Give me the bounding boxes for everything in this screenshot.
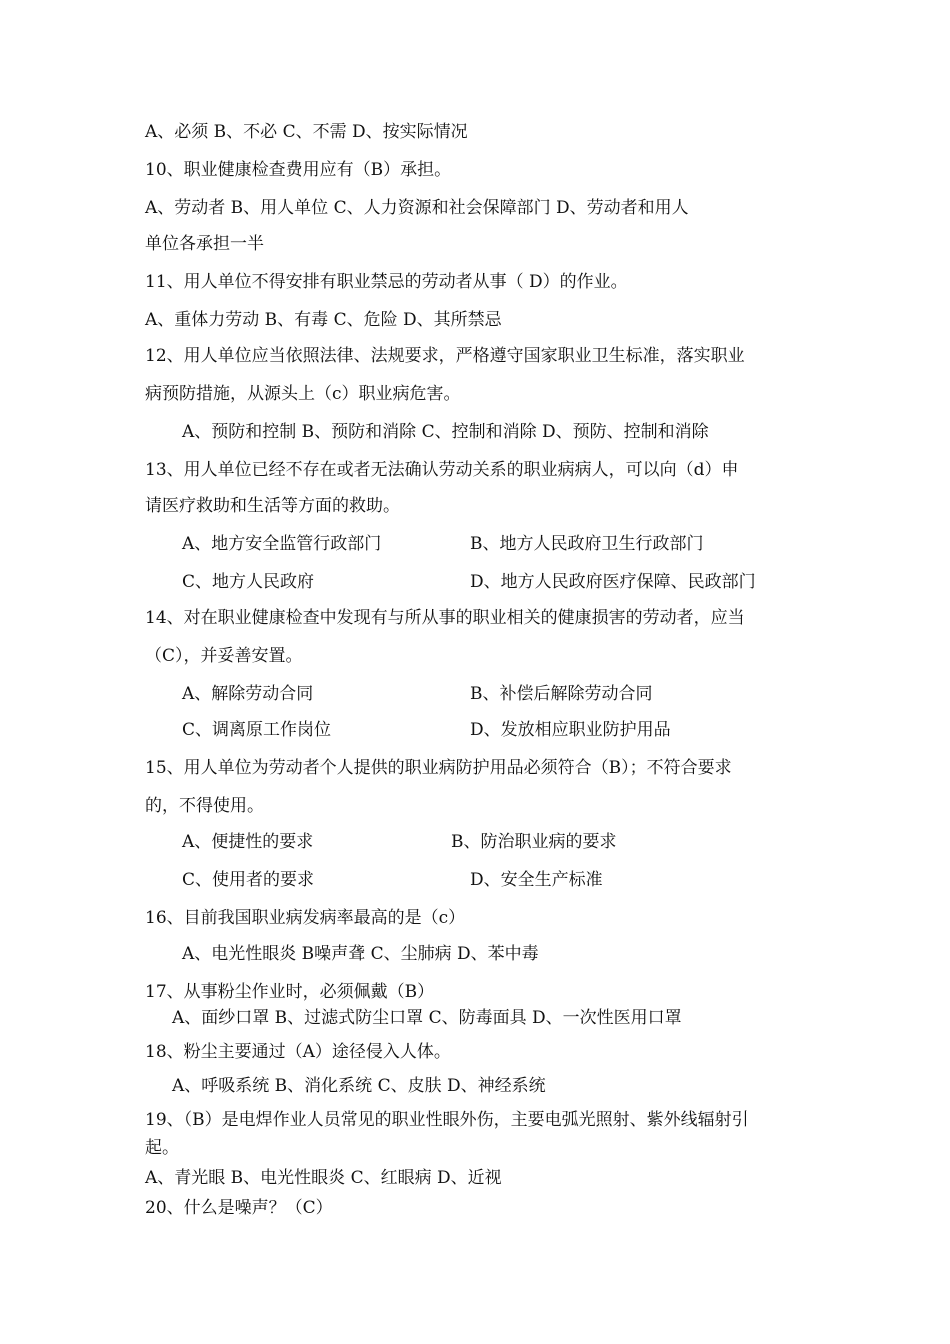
q20-question: 20、什么是噪声？（C） (145, 1198, 333, 1218)
q13-option-c: C、地方人民政府 (182, 572, 315, 592)
q13-option-a: A、地方安全监管行政部门 (182, 534, 382, 554)
q14-question-line2: （C），并妥善安置。 (145, 646, 303, 666)
q15-question-line1: 15、用人单位为劳动者个人提供的职业病防护用品必须符合（B）；不符合要求 (145, 758, 732, 778)
q14-option-b: B、补偿后解除劳动合同 (470, 684, 653, 704)
q15-option-d: D、安全生产标准 (470, 870, 603, 890)
q12-options: A、预防和控制 B、预防和消除 C、控制和消除 D、预防、控制和消除 (182, 422, 709, 442)
q18-question: 18、粉尘主要通过（A）途径侵入人体。 (145, 1042, 451, 1062)
q14-option-d: D、发放相应职业防护用品 (470, 720, 671, 740)
q19-question-line1: 19、（B）是电焊作业人员常见的职业性眼外伤，主要电弧光照射、紫外线辐射引 (145, 1110, 749, 1130)
q11-question: 11、用人单位不得安排有职业禁忌的劳动者从事（ D）的作业。 (145, 272, 628, 292)
q9-options: A、必须 B、不必 C、不需 D、按实际情况 (145, 122, 468, 142)
q19-question-line2: 起。 (145, 1138, 179, 1158)
q11-options: A、重体力劳动 B、有毒 C、危险 D、其所禁忌 (145, 310, 502, 330)
q15-option-b: B、防治职业病的要求 (451, 832, 617, 852)
q15-question-line2: 的，不得使用。 (145, 796, 264, 816)
q13-option-d: D、地方人民政府医疗保障、民政部门 (470, 572, 756, 592)
q15-option-c: C、使用者的要求 (182, 870, 315, 890)
q13-option-b: B、地方人民政府卫生行政部门 (470, 534, 704, 554)
q10-options-line2: 单位各承担一半 (145, 234, 264, 254)
q14-option-a: A、解除劳动合同 (182, 684, 314, 704)
q17-question: 17、从事粉尘作业时，必须佩戴（B） (145, 982, 435, 1002)
q19-options: A、青光眼 B、电光性眼炎 C、红眼病 D、近视 (145, 1168, 502, 1188)
q14-option-c: C、调离原工作岗位 (182, 720, 332, 740)
q16-options: A、电光性眼炎 B噪声聋 C、尘肺病 D、苯中毒 (182, 944, 539, 964)
q14-question-line1: 14、对在职业健康检查中发现有与所从事的职业相关的健康损害的劳动者，应当 (145, 608, 745, 628)
q15-option-a: A、便捷性的要求 (182, 832, 314, 852)
q13-question-line1: 13、用人单位已经不存在或者无法确认劳动关系的职业病病人，可以向（d）申 (145, 460, 739, 480)
q18-options: A、呼吸系统 B、消化系统 C、皮肤 D、神经系统 (172, 1076, 546, 1096)
q17-options: A、面纱口罩 B、过滤式防尘口罩 C、防毒面具 D、一次性医用口罩 (172, 1008, 682, 1028)
q12-question-line2: 病预防措施，从源头上（c）职业病危害。 (145, 384, 461, 404)
q10-question: 10、职业健康检查费用应有（B）承担。 (145, 160, 452, 180)
q16-question: 16、目前我国职业病发病率最高的是（c） (145, 908, 466, 928)
q13-question-line2: 请医疗救助和生活等方面的救助。 (145, 496, 400, 516)
q10-options-line1: A、劳动者 B、用人单位 C、人力资源和社会保障部门 D、劳动者和用人 (145, 198, 689, 218)
q12-question-line1: 12、用人单位应当依照法律、法规要求，严格遵守国家职业卫生标准，落实职业 (145, 346, 745, 366)
